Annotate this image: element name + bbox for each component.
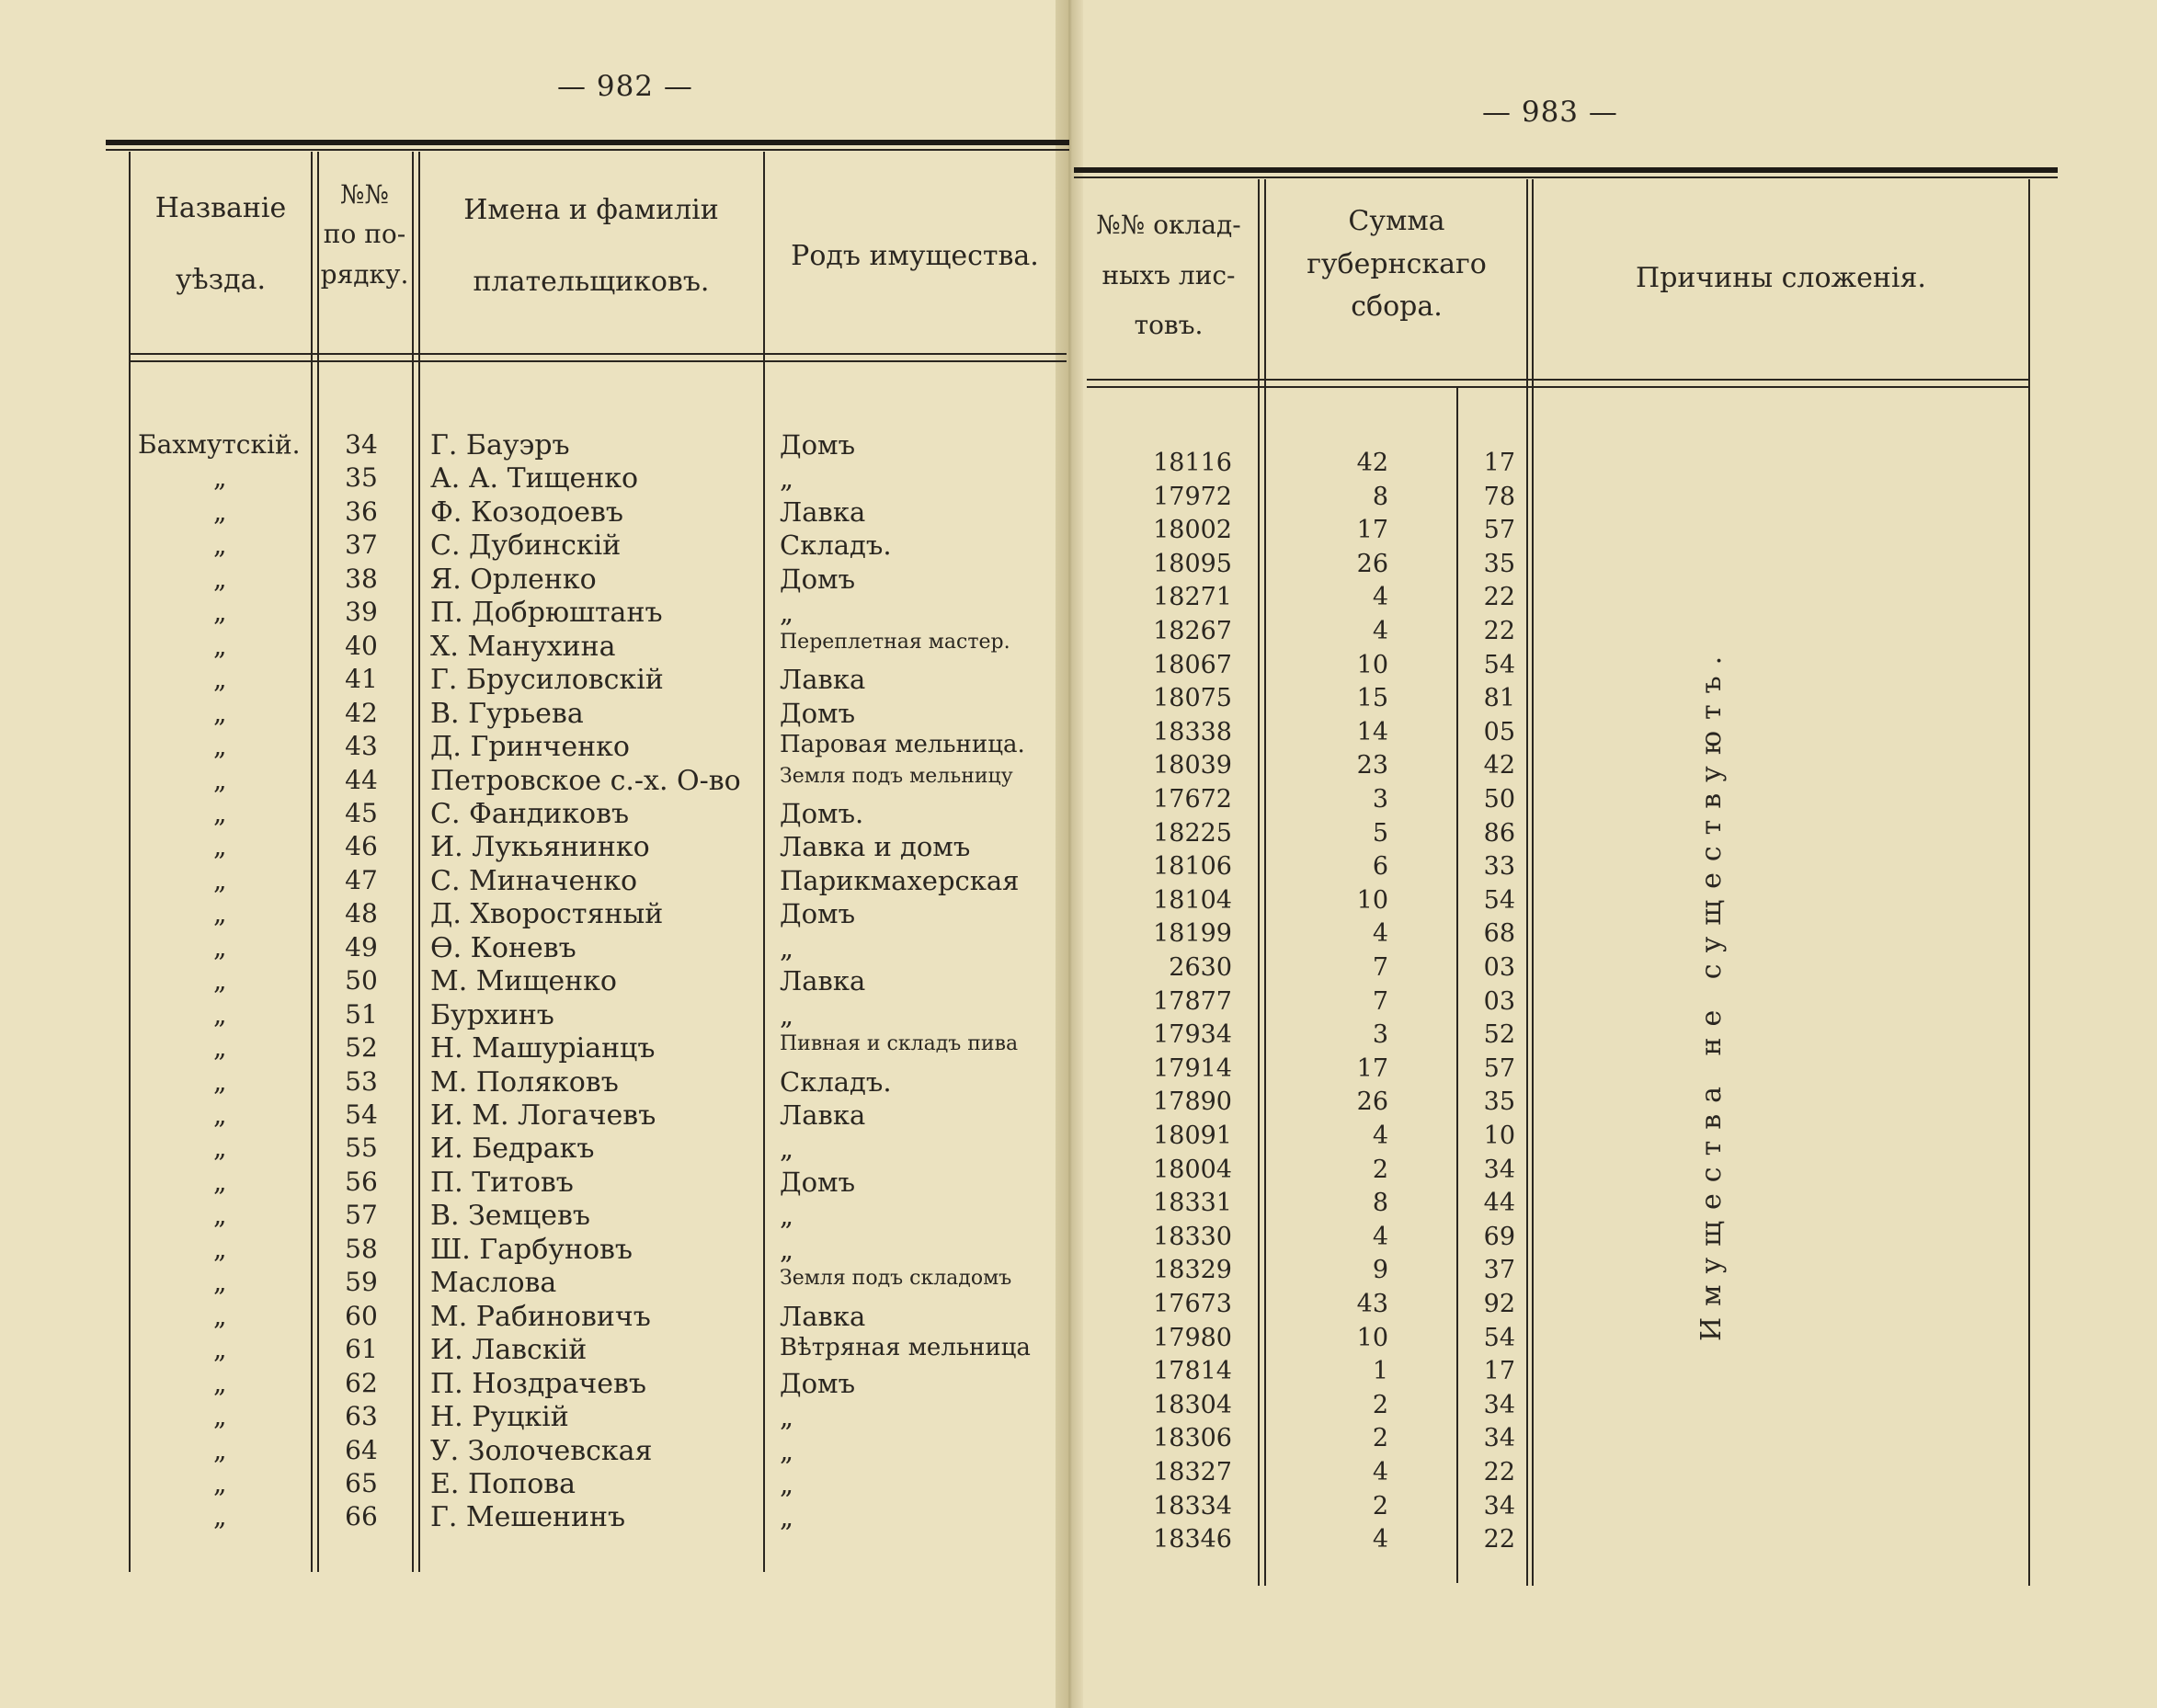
property-cell: Пивная и складъ пива <box>780 1032 1019 1056</box>
right-top-rule <box>1074 167 2058 173</box>
district-cell: „ <box>213 1367 227 1398</box>
row-number-cell: 61 <box>345 1334 378 1365</box>
row-number-cell: 44 <box>345 764 378 795</box>
right-top-rule-thin <box>1074 176 2058 178</box>
property-cell: Домъ <box>780 1367 856 1399</box>
property-cell: Земля подъ мельницу <box>780 764 1013 788</box>
row-number-cell: 60 <box>345 1300 378 1331</box>
sum-kopecks-cell: 05 <box>1483 717 1515 746</box>
row-number-cell: 52 <box>345 1032 378 1064</box>
property-cell: Лавка <box>780 1300 866 1332</box>
sum-kopecks-cell: 57 <box>1483 516 1515 545</box>
payer-name-cell: Д. Гринченко <box>430 731 630 764</box>
row-number-cell: 42 <box>345 697 378 728</box>
left-col-line-0 <box>129 152 131 1572</box>
sum-kopecks-cell: 44 <box>1483 1189 1515 1218</box>
sheet-number-cell: 18346 <box>1153 1525 1232 1554</box>
sheet-number-cell: 18334 <box>1153 1491 1232 1520</box>
sum-rubles-cell: 1 <box>1372 1357 1388 1386</box>
sum-kopecks-cell: 33 <box>1483 852 1515 882</box>
header-sum: Сумма губернскаго сбора. <box>1307 205 1487 323</box>
district-cell: Бахмутскій. <box>138 429 301 460</box>
sum-kopecks-cell: 68 <box>1483 919 1515 949</box>
row-number-cell: 40 <box>345 630 378 661</box>
payer-name-cell: И. Лукьянинко <box>430 831 650 864</box>
payer-name-cell: П. Добрюштанъ <box>430 597 663 630</box>
property-cell: „ <box>780 597 794 629</box>
district-cell: „ <box>213 1401 227 1432</box>
payer-name-cell: Я. Орленко <box>430 563 597 596</box>
sheet-number-cell: 17972 <box>1153 482 1232 511</box>
sheet-number-cell: 17934 <box>1153 1020 1232 1050</box>
right-col-line-1 <box>1258 179 1260 1586</box>
payer-name-cell: П. Ноздрачевъ <box>430 1367 646 1400</box>
sum-rubles-cell: 4 <box>1372 583 1388 612</box>
property-cell: „ <box>780 931 794 963</box>
sum-rubles-cell: 23 <box>1356 751 1388 780</box>
district-cell: „ <box>213 630 227 661</box>
left-col-line-1 <box>311 152 313 1572</box>
property-cell: „ <box>780 1434 794 1466</box>
sheet-number-cell: 18067 <box>1153 650 1232 679</box>
property-cell: Домъ <box>780 429 856 461</box>
sum-kopecks-cell: 03 <box>1483 986 1515 1016</box>
payer-name-cell: Ѳ. Коневъ <box>430 931 576 964</box>
payer-name-cell: С. Миначенко <box>430 864 638 897</box>
sum-kopecks-cell: 22 <box>1483 617 1515 645</box>
sum-kopecks-cell: 42 <box>1483 751 1515 780</box>
property-cell: Лавка и домъ <box>780 831 971 863</box>
district-cell: „ <box>213 462 227 494</box>
left-top-rule <box>106 140 1069 145</box>
property-cell: „ <box>780 1401 794 1433</box>
payer-name-cell: Г. Мешенинъ <box>430 1501 626 1534</box>
district-cell: „ <box>213 1334 227 1365</box>
right-col-line-3 <box>2028 179 2030 1586</box>
payer-name-cell: В. Гурьева <box>430 697 584 730</box>
payer-name-cell: Д. Хворостяный <box>430 898 664 931</box>
left-page-number: — 982 — <box>557 70 693 103</box>
sum-kopecks-cell: 34 <box>1483 1155 1515 1184</box>
district-cell: „ <box>213 998 227 1030</box>
sum-rubles-cell: 4 <box>1372 1222 1388 1251</box>
left-header-rule-2 <box>129 360 1067 362</box>
sheet-number-cell: 18331 <box>1153 1189 1232 1218</box>
property-cell: Земля подъ складомъ <box>780 1267 1012 1291</box>
property-cell: Парикмахерская <box>780 864 1020 896</box>
right-page-number: — 983 — <box>1482 96 1618 129</box>
district-cell: „ <box>213 1501 227 1532</box>
sum-rubles-cell: 8 <box>1372 482 1388 511</box>
left-col-line-2 <box>412 152 414 1572</box>
property-cell: Вѣтряная мельница <box>780 1334 1031 1362</box>
payer-name-cell: Г. Брусиловскій <box>430 664 664 697</box>
district-cell: „ <box>213 495 227 527</box>
sum-rubles-cell: 10 <box>1356 885 1388 915</box>
row-number-cell: 36 <box>345 495 378 527</box>
payer-name-cell: М. Рабиновичъ <box>430 1300 651 1333</box>
row-number-cell: 50 <box>345 965 378 996</box>
payer-name-cell: М. Поляковъ <box>430 1065 619 1099</box>
sheet-number-cell: 18225 <box>1153 818 1232 848</box>
district-cell: „ <box>213 1065 227 1097</box>
district-cell: „ <box>213 1434 227 1465</box>
district-cell: „ <box>213 797 227 828</box>
header-number: №№ по по- рядку. <box>320 179 409 290</box>
row-number-cell: 49 <box>345 931 378 962</box>
row-number-cell: 37 <box>345 529 378 561</box>
district-cell: „ <box>213 898 227 929</box>
sum-rubles-cell: 26 <box>1356 549 1388 578</box>
sheet-number-cell: 18104 <box>1153 885 1232 915</box>
sum-rubles-cell: 4 <box>1372 617 1388 645</box>
property-cell: „ <box>780 1467 794 1499</box>
payer-name-cell: С. Фандиковъ <box>430 797 630 830</box>
sum-rubles-cell: 3 <box>1372 785 1388 814</box>
reason-text: Имущества не существуютъ. <box>1695 644 1728 1341</box>
property-cell: Складъ. <box>780 1065 892 1098</box>
sum-kopecks-cell: 54 <box>1483 650 1515 679</box>
sheet-number-cell: 18338 <box>1153 717 1232 746</box>
sheet-number-cell: 18091 <box>1153 1122 1232 1150</box>
sheet-number-cell: 17980 <box>1153 1323 1232 1352</box>
property-cell: Лавка <box>780 965 866 997</box>
sum-kopecks-cell: 54 <box>1483 1323 1515 1352</box>
payer-name-cell: И. Бедракъ <box>430 1133 595 1166</box>
left-col-line-2b <box>418 152 420 1572</box>
sum-kopecks-cell: 22 <box>1483 583 1515 612</box>
property-cell: „ <box>780 1501 794 1533</box>
sum-rubles-cell: 2 <box>1372 1424 1388 1453</box>
sum-kopecks-cell: 35 <box>1483 1087 1515 1117</box>
sum-rubles-cell: 4 <box>1372 1458 1388 1486</box>
sheet-number-cell: 18327 <box>1153 1458 1232 1486</box>
row-number-cell: 55 <box>345 1133 378 1164</box>
sheet-number-cell: 18199 <box>1153 919 1232 949</box>
sum-kopecks-cell: 35 <box>1483 549 1515 578</box>
district-cell: „ <box>213 1032 227 1064</box>
sum-rubles-cell: 10 <box>1356 650 1388 679</box>
property-cell: Складъ. <box>780 529 892 562</box>
left-top-rule-thin <box>106 149 1069 151</box>
payer-name-cell: А. А. Тищенко <box>430 462 639 495</box>
sum-kopecks-cell: 10 <box>1483 1122 1515 1150</box>
district-cell: „ <box>213 864 227 895</box>
sheet-number-cell: 18095 <box>1153 549 1232 578</box>
sum-rubles-cell: 17 <box>1356 1053 1388 1083</box>
district-cell: „ <box>213 831 227 862</box>
payer-name-cell: Х. Манухина <box>430 630 616 663</box>
header-district: Названіе уѣзда. <box>154 192 287 296</box>
right-col-line-2b <box>1532 179 1534 1586</box>
right-col-line-2 <box>1526 179 1528 1586</box>
right-col-line-kop <box>1456 388 1458 1583</box>
header-sheet: №№ оклад- ныхъ лис- товъ. <box>1096 210 1241 341</box>
sum-rubles-cell: 9 <box>1372 1256 1388 1285</box>
payer-name-cell: Петровское с.-х. О-во <box>430 764 741 797</box>
payer-name-cell: Маслова <box>430 1267 557 1300</box>
payer-name-cell: М. Мищенко <box>430 965 617 998</box>
sum-rubles-cell: 5 <box>1372 818 1388 848</box>
sum-kopecks-cell: 57 <box>1483 1053 1515 1083</box>
row-number-cell: 35 <box>345 462 378 494</box>
row-number-cell: 54 <box>345 1099 378 1130</box>
sheet-number-cell: 18116 <box>1153 449 1232 477</box>
district-cell: „ <box>213 597 227 628</box>
district-cell: „ <box>213 1233 227 1264</box>
property-cell: „ <box>780 1133 794 1165</box>
sheet-number-cell: 17672 <box>1153 785 1232 814</box>
payer-name-cell: И. Лавскій <box>430 1334 588 1367</box>
sum-kopecks-cell: 86 <box>1483 818 1515 848</box>
row-number-cell: 38 <box>345 563 378 594</box>
property-cell: Паровая мельница. <box>780 731 1025 759</box>
payer-name-cell: И. М. Логачевъ <box>430 1099 656 1132</box>
district-cell: „ <box>213 664 227 695</box>
sheet-number-cell: 18075 <box>1153 684 1232 713</box>
row-number-cell: 47 <box>345 864 378 895</box>
row-number-cell: 53 <box>345 1065 378 1097</box>
right-header-rule-2 <box>1087 386 2030 388</box>
district-cell: „ <box>213 931 227 962</box>
sum-rubles-cell: 2 <box>1372 1390 1388 1419</box>
sum-kopecks-cell: 81 <box>1483 684 1515 713</box>
district-cell: „ <box>213 1133 227 1164</box>
payer-name-cell: П. Титовъ <box>430 1166 574 1199</box>
property-cell: Домъ <box>780 1166 856 1198</box>
row-number-cell: 57 <box>345 1200 378 1231</box>
sum-rubles-cell: 14 <box>1356 717 1388 746</box>
payer-name-cell: Г. Бауэръ <box>430 429 570 461</box>
sum-kopecks-cell: 17 <box>1483 1357 1515 1386</box>
sum-rubles-cell: 43 <box>1356 1290 1388 1318</box>
district-cell: „ <box>213 965 227 996</box>
row-number-cell: 66 <box>345 1501 378 1532</box>
district-cell: „ <box>213 529 227 561</box>
sum-rubles-cell: 7 <box>1372 986 1388 1016</box>
row-number-cell: 59 <box>345 1267 378 1298</box>
sum-rubles-cell: 4 <box>1372 919 1388 949</box>
left-col-line-3 <box>763 152 765 1572</box>
sum-rubles-cell: 4 <box>1372 1122 1388 1150</box>
sum-rubles-cell: 2 <box>1372 1491 1388 1520</box>
row-number-cell: 45 <box>345 797 378 828</box>
payer-name-cell: У. Золочевская <box>430 1434 653 1467</box>
sheet-number-cell: 17890 <box>1153 1087 1232 1117</box>
sum-kopecks-cell: 69 <box>1483 1222 1515 1251</box>
sheet-number-cell: 17814 <box>1153 1357 1232 1386</box>
property-cell: Лавка <box>780 664 866 696</box>
sheet-number-cell: 17914 <box>1153 1053 1232 1083</box>
district-cell: „ <box>213 1200 227 1231</box>
payer-name-cell: Н. Руцкій <box>430 1401 569 1434</box>
payer-name-cell: Ф. Козодоевъ <box>430 495 623 529</box>
sum-rubles-cell: 26 <box>1356 1087 1388 1117</box>
left-col-line-1b <box>317 152 319 1572</box>
payer-name-cell: Н. Машуріанцъ <box>430 1032 656 1065</box>
sheet-number-cell: 18002 <box>1153 516 1232 545</box>
sum-kopecks-cell: 17 <box>1483 449 1515 477</box>
sum-rubles-cell: 15 <box>1356 684 1388 713</box>
row-number-cell: 65 <box>345 1467 378 1498</box>
property-cell: „ <box>780 462 794 495</box>
district-cell: „ <box>213 697 227 728</box>
property-cell: Домъ <box>780 563 856 595</box>
row-number-cell: 46 <box>345 831 378 862</box>
row-number-cell: 34 <box>345 429 378 460</box>
row-number-cell: 56 <box>345 1166 378 1197</box>
sum-kopecks-cell: 92 <box>1483 1290 1515 1318</box>
district-cell: „ <box>213 731 227 762</box>
sum-kopecks-cell: 22 <box>1483 1525 1515 1554</box>
district-cell: „ <box>213 1099 227 1130</box>
sum-rubles-cell: 6 <box>1372 852 1388 882</box>
row-number-cell: 48 <box>345 898 378 929</box>
sum-kopecks-cell: 34 <box>1483 1390 1515 1419</box>
sum-rubles-cell: 3 <box>1372 1020 1388 1050</box>
property-cell: Лавка <box>780 1099 866 1131</box>
right-col-line-1b <box>1264 179 1266 1586</box>
property-cell: Домъ. <box>780 797 864 829</box>
row-number-cell: 62 <box>345 1367 378 1398</box>
payer-name-cell: Ш. Гарбуновъ <box>430 1233 633 1266</box>
row-number-cell: 63 <box>345 1401 378 1432</box>
header-property: Родъ имущества. <box>791 240 1039 272</box>
property-cell: Лавка <box>780 495 866 528</box>
sheet-number-cell: 18039 <box>1153 751 1232 780</box>
row-number-cell: 43 <box>345 731 378 762</box>
sum-rubles-cell: 17 <box>1356 516 1388 545</box>
right-header-rule-1 <box>1087 379 2030 381</box>
district-cell: „ <box>213 1267 227 1298</box>
left-header-rule-1 <box>129 353 1067 355</box>
sum-kopecks-cell: 78 <box>1483 482 1515 511</box>
sum-rubles-cell: 42 <box>1356 449 1388 477</box>
row-number-cell: 51 <box>345 998 378 1030</box>
sheet-number-cell: 2630 <box>1169 953 1232 982</box>
sum-kopecks-cell: 34 <box>1483 1491 1515 1520</box>
sum-rubles-cell: 8 <box>1372 1189 1388 1218</box>
district-cell: „ <box>213 764 227 795</box>
sheet-number-cell: 17877 <box>1153 986 1232 1016</box>
header-names: Имена и фамиліи плательщиковъ. <box>463 194 719 298</box>
sheet-number-cell: 18271 <box>1153 583 1232 612</box>
sheet-number-cell: 18304 <box>1153 1390 1232 1419</box>
property-cell: Домъ <box>780 898 856 930</box>
property-cell: „ <box>780 1200 794 1232</box>
payer-name-cell: Бурхинъ <box>430 998 554 1031</box>
payer-name-cell: С. Дубинскій <box>430 529 622 563</box>
sum-kopecks-cell: 52 <box>1483 1020 1515 1050</box>
sheet-number-cell: 17673 <box>1153 1290 1232 1318</box>
sum-kopecks-cell: 54 <box>1483 885 1515 915</box>
sum-kopecks-cell: 03 <box>1483 953 1515 982</box>
sum-kopecks-cell: 34 <box>1483 1424 1515 1453</box>
sum-rubles-cell: 4 <box>1372 1525 1388 1554</box>
header-reason: Причины сложенія. <box>1636 262 1926 294</box>
property-cell: Переплетная мастер. <box>780 630 1010 654</box>
district-cell: „ <box>213 563 227 594</box>
sheet-number-cell: 18329 <box>1153 1256 1232 1285</box>
payer-name-cell: В. Земцевъ <box>430 1200 590 1233</box>
district-cell: „ <box>213 1300 227 1331</box>
district-cell: „ <box>213 1467 227 1498</box>
sheet-number-cell: 18306 <box>1153 1424 1232 1453</box>
sheet-number-cell: 18106 <box>1153 852 1232 882</box>
sum-rubles-cell: 7 <box>1372 953 1388 982</box>
sheet-number-cell: 18330 <box>1153 1222 1232 1251</box>
row-number-cell: 41 <box>345 664 378 695</box>
sheet-number-cell: 18004 <box>1153 1155 1232 1184</box>
property-cell: Домъ <box>780 697 856 729</box>
payer-name-cell: Е. Попова <box>430 1467 576 1500</box>
property-cell: „ <box>780 998 794 1030</box>
sum-kopecks-cell: 50 <box>1483 785 1515 814</box>
sum-kopecks-cell: 22 <box>1483 1458 1515 1486</box>
row-number-cell: 39 <box>345 597 378 628</box>
row-number-cell: 58 <box>345 1233 378 1264</box>
sum-kopecks-cell: 37 <box>1483 1256 1515 1285</box>
property-cell: „ <box>780 1233 794 1265</box>
sum-rubles-cell: 10 <box>1356 1323 1388 1352</box>
row-number-cell: 64 <box>345 1434 378 1465</box>
district-cell: „ <box>213 1166 227 1197</box>
sheet-number-cell: 18267 <box>1153 617 1232 645</box>
sum-rubles-cell: 2 <box>1372 1155 1388 1184</box>
